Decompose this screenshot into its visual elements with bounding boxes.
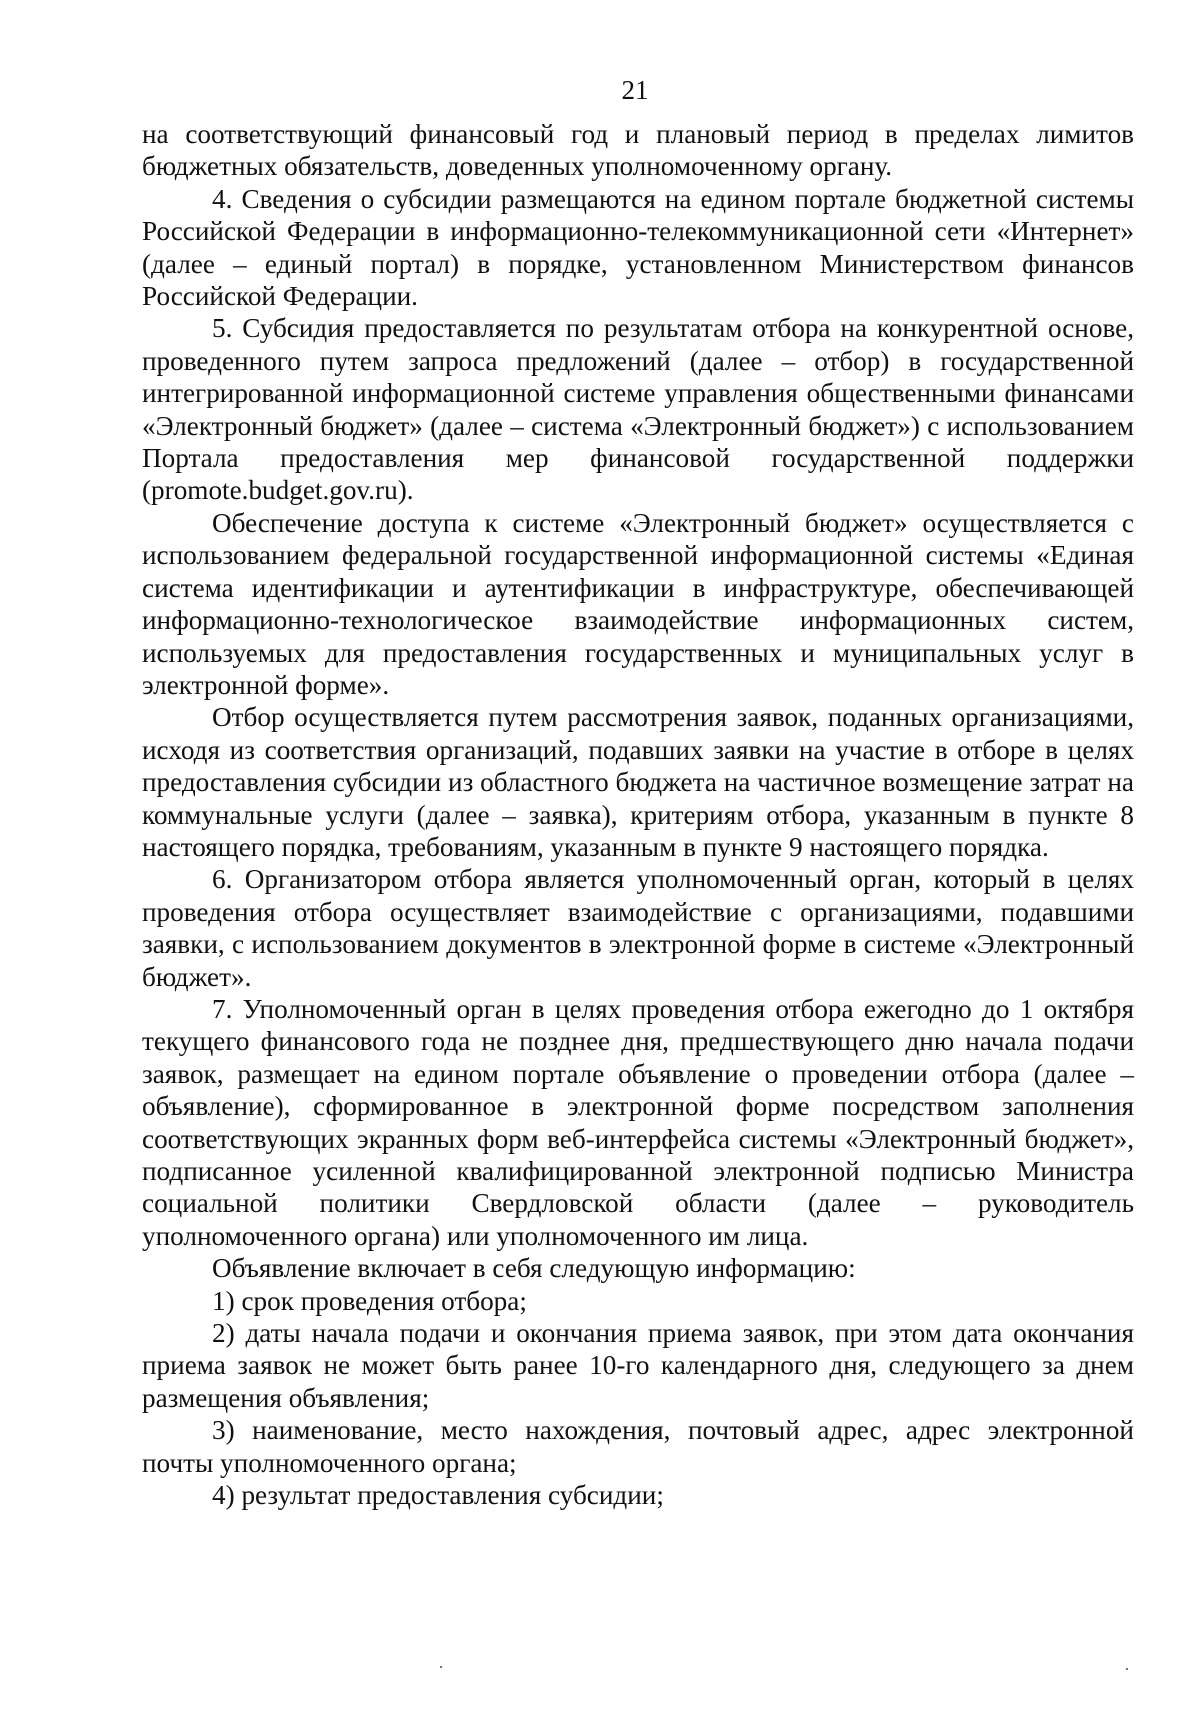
paragraph-item-7: 7. Уполномоченный орган в целях проведения отбора ежегодно до 1 октября текущего финансового года не позднее дня, предшествующего дню начала подачи заявок, размещает на едином портале объявление о проведении отбора (далее – объявление), сформированное в электронной форме посредством заполнения соответствующих экранных форм веб-интерфейса системы «Электронный бюджет», подписанное усиленной квалифицированной электронной подписью Министра социальной политики Свердловской области (далее – руководитель уполномоченного органа) или уполномоченного им лица. — [142, 993, 1134, 1251]
scan-speck — [440, 1666, 442, 1668]
scan-speck — [1126, 1668, 1128, 1670]
paragraph-item-4: 4. Сведения о субсидии размещаются на едином портале бюджетной системы Российской Федерации в информационно-телекоммуникационной сети «Интернет» (далее – единый портал) в порядке, установленном Министерством финансов Российской Федерации. — [142, 183, 1134, 312]
paragraph-access: Обеспечение доступа к системе «Электронный бюджет» осуществляется с использованием федеральной государственной информационной системы «Единая система идентификации и аутентификации в инфраструктуре, обеспечивающей информационно-технологическое взаимодействие информационных систем, используемых для предоставления государственных и муниципальных услуг в электронной форме». — [142, 507, 1134, 700]
paragraph-item-6: 6. Организатором отбора является уполномоченный орган, который в целях проведения отбора осуществляет взаимодействие с организациями, подавшими заявки, с использованием документов в электронной форме в системе «Электронный бюджет». — [142, 864, 1134, 992]
document-body — [142, 118, 1134, 1511]
paragraph-continuation: на соответствующий финансовый год и плановый период в пределах лимитов бюджетных обязательств, доведенных уполномоченному органу. — [142, 119, 1134, 182]
list-item-1: 1) срок проведения отбора; — [212, 1285, 527, 1316]
paragraph-announcement-intro: Объявление включает в себя следующую информацию: — [212, 1253, 856, 1284]
paragraph-selection: Отбор осуществляется путем рассмотрения заявок, поданных организациями, исходя из соответствия организаций, подавших заявки на участие в отборе в целях предоставления субсидии из областного бюджета на частичное возмещение затрат на коммунальные услуги (далее – заявка), критериям отбора, указанным в пункте 8 настоящего порядка, требованиям, указанным в пункте 9 настоящего порядка. — [142, 702, 1134, 862]
paragraph-item-5: 5. Субсидия предоставляется по результатам отбора на конкурентной основе, проведенного путем запроса предложений (далее – отбор) в государственной интегрированной информационной системе управления общественными финансами «Электронный бюджет» (далее – система «Электронный бюджет») с использованием Портала предоставления мер финансовой государственной поддержки (promote.budget.gov.ru). — [142, 313, 1134, 506]
list-item-4: 4) результат предоставления субсидии; — [212, 1480, 664, 1511]
page-number: 21 — [621, 75, 649, 105]
list-item-2: 2) даты начала подачи и окончания приема заявок, при этом дата окончания приема заявок не может быть ранее 10-го календарного дня, следующего за днем размещения объявления; — [142, 1318, 1134, 1413]
list-item-3: 3) наименование, место нахождения, почтовый адрес, адрес электронной почты уполномоченного органа; — [142, 1415, 1134, 1478]
